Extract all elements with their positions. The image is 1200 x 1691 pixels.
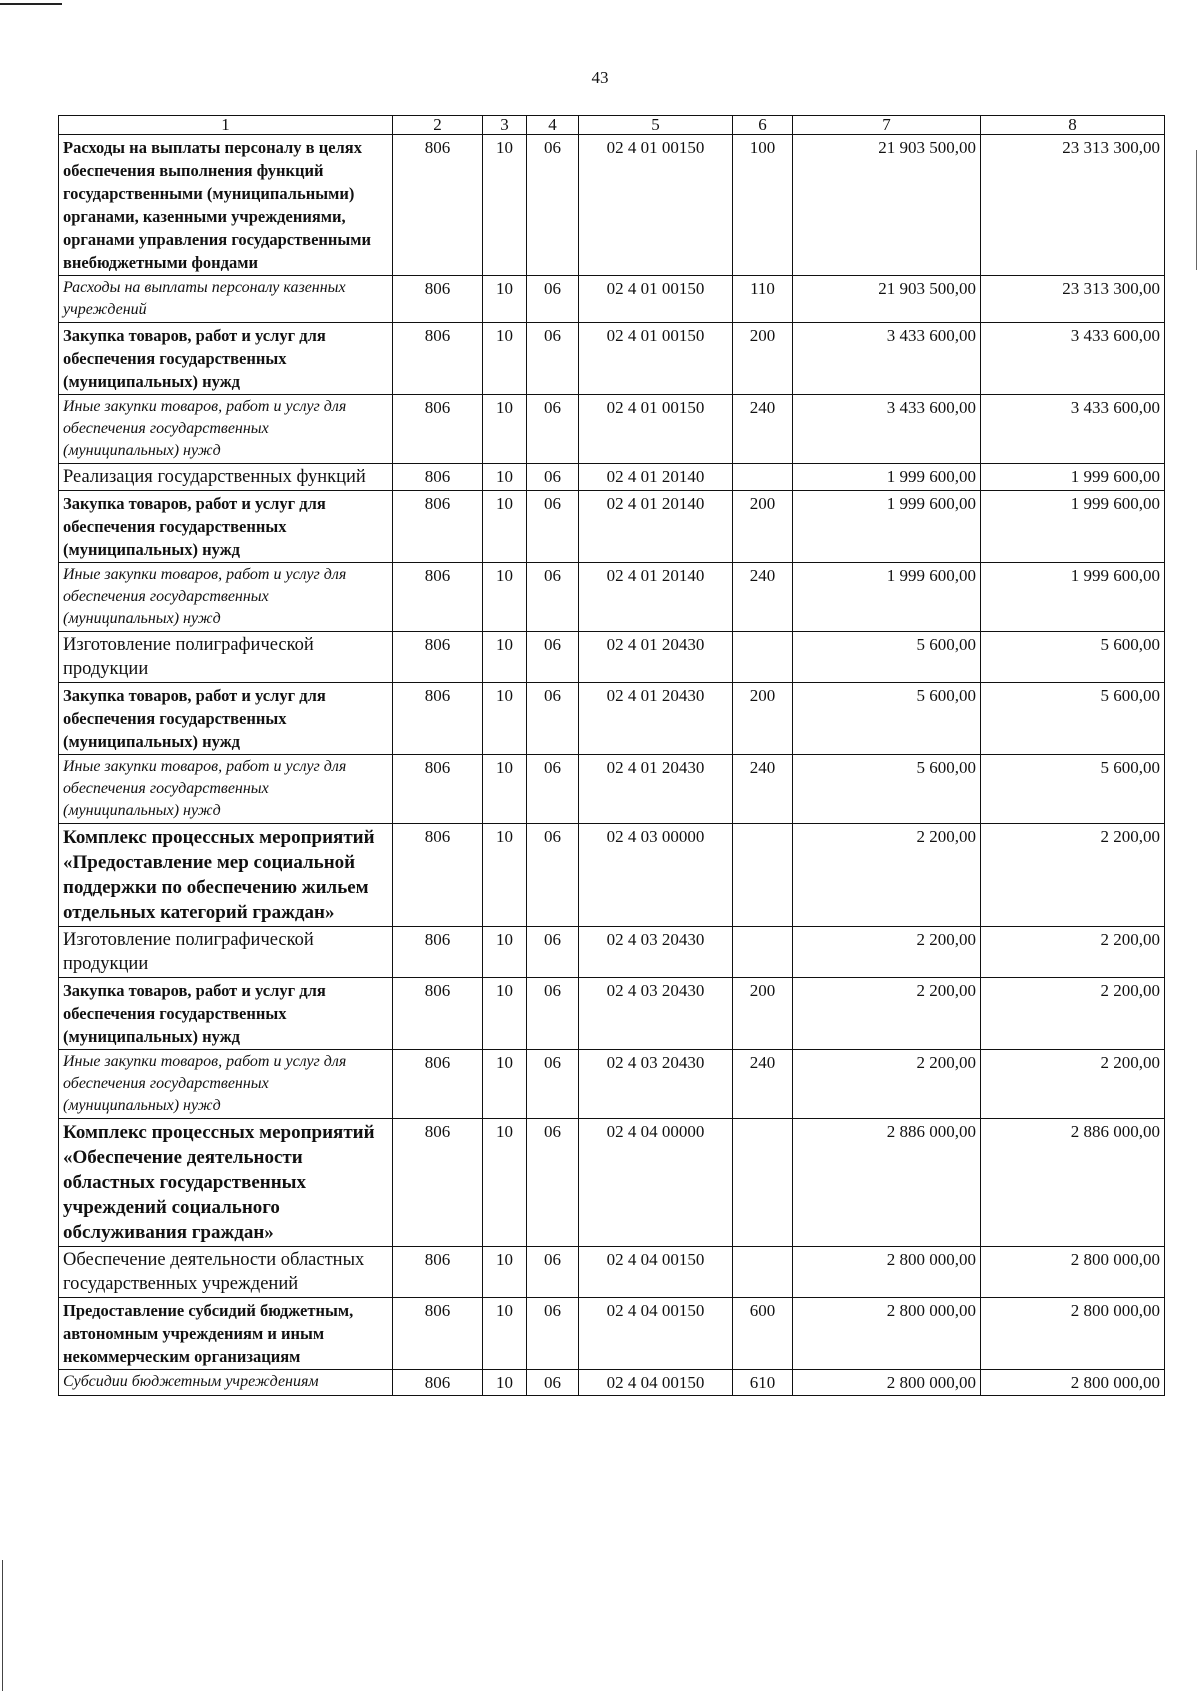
row-subsection-cell: 06 xyxy=(527,395,579,464)
row-subsection-cell: 06 xyxy=(527,978,579,1050)
table-row xyxy=(59,276,1165,323)
table-row xyxy=(59,1050,1165,1119)
row-section-cell: 10 xyxy=(483,135,527,276)
row-amount-cell: 2 200,00 xyxy=(981,1050,1165,1119)
row-name-cell: Изготовление полиграфической продукции xyxy=(59,632,393,683)
budget-table xyxy=(58,115,1165,1396)
row-amount-cell: 2 200,00 xyxy=(793,1050,981,1119)
row-name-cell: Закупка товаров, работ и услуг для обеспечения государственных (муниципальных) нужд xyxy=(59,323,393,395)
table-row xyxy=(59,632,1165,683)
row-section-cell: 10 xyxy=(483,1370,527,1396)
row-amount-cell: 2 200,00 xyxy=(793,927,981,978)
row-expense-type-cell xyxy=(733,632,793,683)
row-expense-type-cell xyxy=(733,1119,793,1247)
row-code-cell: 806 xyxy=(393,632,483,683)
table-row xyxy=(59,323,1165,395)
scan-edge-right xyxy=(1196,150,1197,270)
row-code-cell: 806 xyxy=(393,683,483,755)
row-amount-cell: 2 200,00 xyxy=(981,824,1165,927)
row-name-cell: Комплекс процессных мероприятий «Предоставление мер социальной поддержки по обеспечению жильем отдельных категорий граждан» xyxy=(59,824,393,927)
row-target-article-cell: 02 4 01 20140 xyxy=(579,491,733,563)
row-amount-cell: 2 800 000,00 xyxy=(793,1298,981,1370)
row-name-cell: Субсидии бюджетным учреждениям xyxy=(59,1370,393,1396)
row-amount-cell: 3 433 600,00 xyxy=(793,395,981,464)
row-amount-cell: 5 600,00 xyxy=(981,755,1165,824)
row-subsection-cell: 06 xyxy=(527,323,579,395)
row-target-article-cell: 02 4 04 00150 xyxy=(579,1247,733,1298)
row-code-cell: 806 xyxy=(393,323,483,395)
row-name-cell: Расходы на выплаты персоналу в целях обеспечения выполнения функций государственными (муниципальными) органами, казенными учреждениями, органами управления государственными внебюджетными фондами xyxy=(59,135,393,276)
row-section-cell: 10 xyxy=(483,563,527,632)
row-expense-type-cell: 100 xyxy=(733,135,793,276)
row-code-cell: 806 xyxy=(393,1370,483,1396)
row-subsection-cell: 06 xyxy=(527,491,579,563)
header-cell: 3 xyxy=(483,116,527,135)
row-subsection-cell: 06 xyxy=(527,563,579,632)
row-expense-type-cell: 240 xyxy=(733,755,793,824)
table-row xyxy=(59,755,1165,824)
header-cell: 2 xyxy=(393,116,483,135)
row-expense-type-cell xyxy=(733,464,793,491)
row-name-cell: Реализация государственных функций xyxy=(59,464,393,491)
row-subsection-cell: 06 xyxy=(527,276,579,323)
row-subsection-cell: 06 xyxy=(527,1119,579,1247)
row-amount-cell: 23 313 300,00 xyxy=(981,276,1165,323)
row-target-article-cell: 02 4 01 00150 xyxy=(579,276,733,323)
row-amount-cell: 2 200,00 xyxy=(981,927,1165,978)
row-code-cell: 806 xyxy=(393,1119,483,1247)
table-row xyxy=(59,135,1165,276)
row-amount-cell: 2 800 000,00 xyxy=(981,1247,1165,1298)
scan-mark-top xyxy=(0,3,62,5)
row-amount-cell: 2 800 000,00 xyxy=(981,1370,1165,1396)
row-amount-cell: 21 903 500,00 xyxy=(793,135,981,276)
row-expense-type-cell: 610 xyxy=(733,1370,793,1396)
row-amount-cell: 3 433 600,00 xyxy=(981,395,1165,464)
row-name-cell: Иные закупки товаров, работ и услуг для обеспечения государственных (муниципальных) нужд xyxy=(59,1050,393,1119)
row-target-article-cell: 02 4 01 00150 xyxy=(579,135,733,276)
row-amount-cell: 2 200,00 xyxy=(793,978,981,1050)
row-target-article-cell: 02 4 03 20430 xyxy=(579,1050,733,1119)
row-target-article-cell: 02 4 03 20430 xyxy=(579,978,733,1050)
table-row xyxy=(59,491,1165,563)
row-section-cell: 10 xyxy=(483,683,527,755)
row-code-cell: 806 xyxy=(393,563,483,632)
header-cell: 4 xyxy=(527,116,579,135)
row-amount-cell: 3 433 600,00 xyxy=(981,323,1165,395)
row-name-cell: Расходы на выплаты персоналу казенных учреждений xyxy=(59,276,393,323)
row-target-article-cell: 02 4 04 00150 xyxy=(579,1298,733,1370)
table-row xyxy=(59,1247,1165,1298)
row-section-cell: 10 xyxy=(483,632,527,683)
row-section-cell: 10 xyxy=(483,464,527,491)
row-amount-cell: 2 886 000,00 xyxy=(793,1119,981,1247)
row-amount-cell: 1 999 600,00 xyxy=(793,491,981,563)
row-subsection-cell: 06 xyxy=(527,1050,579,1119)
row-section-cell: 10 xyxy=(483,1247,527,1298)
row-amount-cell: 2 800 000,00 xyxy=(793,1247,981,1298)
row-code-cell: 806 xyxy=(393,135,483,276)
header-row xyxy=(59,116,1165,135)
row-amount-cell: 1 999 600,00 xyxy=(793,563,981,632)
row-name-cell: Иные закупки товаров, работ и услуг для обеспечения государственных (муниципальных) нужд xyxy=(59,755,393,824)
row-code-cell: 806 xyxy=(393,927,483,978)
row-subsection-cell: 06 xyxy=(527,755,579,824)
page-number: 43 xyxy=(591,68,609,87)
row-subsection-cell: 06 xyxy=(527,135,579,276)
row-expense-type-cell xyxy=(733,1247,793,1298)
header-cell: 5 xyxy=(579,116,733,135)
row-code-cell: 806 xyxy=(393,978,483,1050)
row-amount-cell: 23 313 300,00 xyxy=(981,135,1165,276)
row-section-cell: 10 xyxy=(483,978,527,1050)
row-expense-type-cell: 240 xyxy=(733,563,793,632)
row-target-article-cell: 02 4 01 00150 xyxy=(579,323,733,395)
row-subsection-cell: 06 xyxy=(527,927,579,978)
row-amount-cell: 2 800 000,00 xyxy=(793,1370,981,1396)
row-target-article-cell: 02 4 03 20430 xyxy=(579,927,733,978)
row-target-article-cell: 02 4 01 00150 xyxy=(579,395,733,464)
row-section-cell: 10 xyxy=(483,927,527,978)
row-target-article-cell: 02 4 01 20140 xyxy=(579,563,733,632)
row-name-cell: Предоставление субсидий бюджетным, автономным учреждениям и иным некоммерческим организациям xyxy=(59,1298,393,1370)
table-row xyxy=(59,1119,1165,1247)
row-subsection-cell: 06 xyxy=(527,464,579,491)
row-section-cell: 10 xyxy=(483,1050,527,1119)
row-amount-cell: 1 999 600,00 xyxy=(793,464,981,491)
row-amount-cell: 2 200,00 xyxy=(981,978,1165,1050)
table-row xyxy=(59,464,1165,491)
row-amount-cell: 5 600,00 xyxy=(981,683,1165,755)
row-section-cell: 10 xyxy=(483,1119,527,1247)
row-amount-cell: 5 600,00 xyxy=(981,632,1165,683)
table-row xyxy=(59,395,1165,464)
row-code-cell: 806 xyxy=(393,464,483,491)
header-cell: 8 xyxy=(981,116,1165,135)
row-section-cell: 10 xyxy=(483,323,527,395)
row-target-article-cell: 02 4 01 20430 xyxy=(579,755,733,824)
row-code-cell: 806 xyxy=(393,1050,483,1119)
row-subsection-cell: 06 xyxy=(527,632,579,683)
row-code-cell: 806 xyxy=(393,491,483,563)
row-amount-cell: 2 800 000,00 xyxy=(981,1298,1165,1370)
row-amount-cell: 1 999 600,00 xyxy=(981,491,1165,563)
row-expense-type-cell xyxy=(733,824,793,927)
table-row xyxy=(59,563,1165,632)
row-name-cell: Закупка товаров, работ и услуг для обеспечения государственных (муниципальных) нужд xyxy=(59,683,393,755)
row-expense-type-cell: 600 xyxy=(733,1298,793,1370)
row-code-cell: 806 xyxy=(393,755,483,824)
row-section-cell: 10 xyxy=(483,824,527,927)
row-section-cell: 10 xyxy=(483,395,527,464)
row-name-cell: Изготовление полиграфической продукции xyxy=(59,927,393,978)
table-row xyxy=(59,1370,1165,1396)
row-amount-cell: 1 999 600,00 xyxy=(981,563,1165,632)
row-code-cell: 806 xyxy=(393,1298,483,1370)
row-name-cell: Обеспечение деятельности областных государственных учреждений xyxy=(59,1247,393,1298)
row-amount-cell: 5 600,00 xyxy=(793,755,981,824)
row-expense-type-cell xyxy=(733,927,793,978)
row-amount-cell: 5 600,00 xyxy=(793,683,981,755)
row-section-cell: 10 xyxy=(483,1298,527,1370)
row-amount-cell: 3 433 600,00 xyxy=(793,323,981,395)
row-code-cell: 806 xyxy=(393,1247,483,1298)
table-row xyxy=(59,927,1165,978)
row-subsection-cell: 06 xyxy=(527,1298,579,1370)
row-name-cell: Иные закупки товаров, работ и услуг для обеспечения государственных (муниципальных) нужд xyxy=(59,563,393,632)
table-row xyxy=(59,824,1165,927)
row-code-cell: 806 xyxy=(393,824,483,927)
header-cell: 7 xyxy=(793,116,981,135)
header-cell: 6 xyxy=(733,116,793,135)
row-expense-type-cell: 240 xyxy=(733,395,793,464)
row-target-article-cell: 02 4 01 20430 xyxy=(579,683,733,755)
table-body xyxy=(59,116,1165,1396)
row-name-cell: Комплекс процессных мероприятий «Обеспечение деятельности областных государственных учреждений социального обслуживания граждан» xyxy=(59,1119,393,1247)
row-amount-cell: 2 886 000,00 xyxy=(981,1119,1165,1247)
row-section-cell: 10 xyxy=(483,491,527,563)
row-target-article-cell: 02 4 04 00000 xyxy=(579,1119,733,1247)
row-expense-type-cell: 200 xyxy=(733,491,793,563)
row-expense-type-cell: 200 xyxy=(733,323,793,395)
row-target-article-cell: 02 4 04 00150 xyxy=(579,1370,733,1396)
row-subsection-cell: 06 xyxy=(527,1370,579,1396)
row-section-cell: 10 xyxy=(483,276,527,323)
row-expense-type-cell: 200 xyxy=(733,978,793,1050)
row-subsection-cell: 06 xyxy=(527,824,579,927)
row-expense-type-cell: 240 xyxy=(733,1050,793,1119)
row-amount-cell: 1 999 600,00 xyxy=(981,464,1165,491)
table-row xyxy=(59,683,1165,755)
row-target-article-cell: 02 4 01 20430 xyxy=(579,632,733,683)
row-expense-type-cell: 110 xyxy=(733,276,793,323)
row-subsection-cell: 06 xyxy=(527,683,579,755)
row-target-article-cell: 02 4 03 00000 xyxy=(579,824,733,927)
header-cell: 1 xyxy=(59,116,393,135)
row-section-cell: 10 xyxy=(483,755,527,824)
row-code-cell: 806 xyxy=(393,395,483,464)
table-row xyxy=(59,1298,1165,1370)
row-name-cell: Закупка товаров, работ и услуг для обеспечения государственных (муниципальных) нужд xyxy=(59,491,393,563)
row-name-cell: Закупка товаров, работ и услуг для обеспечения государственных (муниципальных) нужд xyxy=(59,978,393,1050)
row-subsection-cell: 06 xyxy=(527,1247,579,1298)
row-name-cell: Иные закупки товаров, работ и услуг для обеспечения государственных (муниципальных) нужд xyxy=(59,395,393,464)
row-code-cell: 806 xyxy=(393,276,483,323)
row-amount-cell: 5 600,00 xyxy=(793,632,981,683)
row-expense-type-cell: 200 xyxy=(733,683,793,755)
table-row xyxy=(59,978,1165,1050)
row-amount-cell: 2 200,00 xyxy=(793,824,981,927)
row-target-article-cell: 02 4 01 20140 xyxy=(579,464,733,491)
row-amount-cell: 21 903 500,00 xyxy=(793,276,981,323)
scan-edge-left xyxy=(2,1560,3,1691)
